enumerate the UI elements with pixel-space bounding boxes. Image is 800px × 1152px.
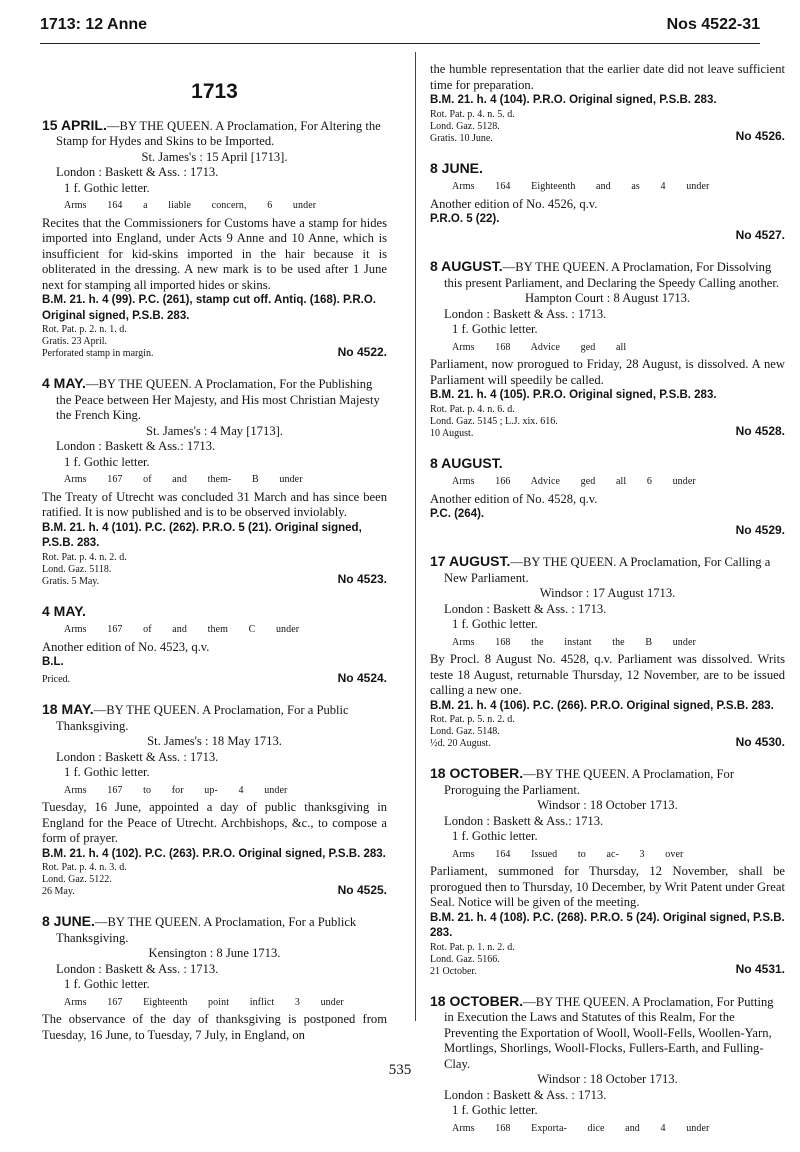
- entry-refs: [430, 942, 515, 978]
- entry-heading: [430, 554, 785, 586]
- proclamation-entry: [42, 702, 387, 898]
- right-column: [430, 62, 785, 1152]
- entry-format: 1 f. Gothic letter.: [64, 977, 150, 991]
- entry-printer: London : Baskett & Ass. : 1713.: [444, 601, 607, 616]
- proclamation-entry: [430, 62, 785, 145]
- page-number: 535: [388, 1062, 412, 1078]
- proclamation-entry: [430, 456, 785, 539]
- entry-ref-line: Lond. Gaz. 5145 ; L.J. xix. 616.: [430, 415, 558, 427]
- entry-body: Parliament, summoned for Thursday, 12 November, shall be prorogued then to Thursday, 10 December, by Writ Patent under Great Seal. Notice will be given of the meeting.: [430, 864, 785, 909]
- entry-refs: [42, 552, 127, 588]
- entry-ref-line: Lond. Gaz. 5122.: [42, 874, 112, 885]
- entry-format: 1 f. Gothic letter.: [452, 617, 538, 631]
- entry-printer: London : Baskett & Ass.: 1713.: [444, 813, 604, 828]
- entry-body: By Procl. 8 August No. 4528, q.v. Parliament was dissolved. Writs teste 18 August, returnable Thursday, 12 November, are to be issued calling a new one.: [430, 652, 785, 697]
- entry-number: No 4524.: [337, 670, 387, 685]
- entry-number: No 4522.: [337, 344, 387, 359]
- proclamation-entry: [430, 161, 785, 244]
- entry-place: St. James's : 4 May [1713].: [146, 423, 283, 438]
- entry-ref-line: Rot. Pat. p. 4. n. 5. d.: [430, 108, 515, 120]
- entry-locations: B.M. 21. h. 4 (105). P.R.O. Original signed, P.S.B. 283.: [430, 389, 717, 401]
- proclamation-entry: [430, 766, 785, 978]
- entry-ref-line: Lond. Gaz. 5128.: [430, 120, 500, 132]
- entry-heading: [430, 766, 785, 798]
- proclamation-entry: [42, 376, 387, 588]
- entry-title: —BY THE QUEEN. A Proclamation, For Calling a New Parliament.: [444, 555, 771, 585]
- entry-body: the humble representation that the earlier date did not leave sufficient time for preparation.: [430, 62, 785, 92]
- proclamation-entry: [430, 259, 785, 440]
- entry-number: No 4529.: [735, 522, 785, 537]
- entry-signature-words: Arms 167 to for up- 4 under: [64, 784, 288, 796]
- entry-locations: B.M. 21. h. 4 (102). P.C. (263). P.R.O. Original signed, P.S.B. 283.: [42, 847, 386, 860]
- entry-title: —BY THE QUEEN. A Proclamation, For a Public Thanksgiving.: [56, 703, 349, 733]
- entry-signature-words: Arms 168 the instant the B under: [452, 636, 696, 648]
- entry-signature-words: Arms 167 of and them- B under: [64, 474, 303, 485]
- entry-printer: London : Baskett & Ass. : 1713.: [444, 1087, 607, 1102]
- entry-title: —BY THE QUEEN. A Proclamation, For Dissolving this present Parliament, and Declaring the Speedy Calling another.: [444, 260, 780, 290]
- entry-locations: P.R.O. 5 (22).: [430, 213, 500, 225]
- entry-footer: [430, 228, 785, 244]
- running-header: [40, 16, 760, 34]
- entry-ref-line: Lond. Gaz. 5166.: [430, 953, 500, 965]
- entry-ref-line: Gratis. 23 April.: [42, 336, 107, 347]
- entry-footer: [430, 109, 785, 145]
- entry-heading: [42, 376, 387, 424]
- entry-footer: [430, 942, 785, 978]
- header-right: Nos 4522-31: [666, 16, 760, 33]
- proclamation-entry: [42, 914, 387, 1043]
- entry-place: Windsor : 18 October 1713.: [537, 1072, 678, 1086]
- entry-format: 1 f. Gothic letter.: [64, 765, 150, 779]
- entry-printer: London : Baskett & Ass. : 1713.: [56, 749, 219, 764]
- entry-body: Another edition of No. 4528, q.v.: [430, 491, 598, 506]
- entry-footer: [430, 404, 785, 440]
- entry-format: 1 f. Gothic letter.: [64, 454, 150, 469]
- entry-format: 1 f. Gothic letter.: [452, 1103, 538, 1117]
- entry-ref-line: Rot. Pat. p. 4. n. 6. d.: [430, 403, 515, 415]
- entry-date: 8 AUGUST.: [430, 258, 503, 274]
- entry-format: 1 f. Gothic letter.: [452, 322, 538, 336]
- entry-title: —BY THE QUEEN. A Proclamation, For Putting in Execution the Laws and Statutes of this Realm, For the Preventing the Exportation of Wooll, Wooll-Fells, Woollen-Yarn, Mortlings, Shorlings, Wooll-Flocks, Fullers-Earth, and Fulling-Clay.: [444, 994, 774, 1071]
- entry-date: 8 JUNE.: [42, 913, 95, 929]
- entry-date: 8 AUGUST.: [430, 454, 503, 471]
- entry-body: Parliament, now prorogued to Friday, 28 August, is dissolved. A new Parliament will speedily be called.: [430, 357, 785, 387]
- entry-title: —BY THE QUEEN. A Proclamation, For the Publishing the Peace between Her Majesty, and His most Christian Majesty the French King.: [56, 377, 380, 422]
- entry-footer: [42, 671, 387, 687]
- entry-ref-line: 26 May.: [42, 886, 75, 897]
- proclamation-entry: [42, 118, 387, 361]
- entry-number: No 4530.: [735, 734, 785, 749]
- entry-printer: London : Baskett & Ass.: 1713.: [56, 439, 216, 453]
- entry-number: No 4523.: [337, 572, 387, 586]
- entry-number: No 4527.: [735, 227, 785, 242]
- entry-number: No 4531.: [735, 962, 785, 976]
- entry-ref-line: Gratis. 10 June.: [430, 132, 493, 144]
- entry-heading: [430, 161, 785, 178]
- entry-signature-words: Arms 164 a liable concern, 6 under: [64, 200, 317, 211]
- entry-title: —BY THE QUEEN. A Proclamation, For a Publick Thanksgiving.: [56, 915, 357, 945]
- entry-body: Another edition of No. 4523, q.v.: [42, 639, 210, 654]
- entry-date: 17 AUGUST.: [430, 553, 511, 569]
- entry-signature-words: Arms 164 Issued to ac- 3 over: [452, 848, 684, 860]
- entry-number: No 4525.: [337, 882, 387, 897]
- entry-signature-words: Arms 168 Advice ged all: [452, 341, 627, 353]
- entry-date: 8 JUNE.: [430, 159, 483, 176]
- proclamation-entry: [42, 604, 387, 687]
- entry-place: St. James's : 15 April [1713].: [141, 149, 288, 164]
- entry-date: 4 MAY.: [42, 602, 86, 619]
- entry-date: 18 MAY.: [42, 701, 94, 717]
- entry-ref-line: Lond. Gaz. 5148.: [430, 726, 500, 737]
- entry-refs: [430, 109, 515, 145]
- entry-signature-words: Arms 167 Eighteenth point inflict 3 under: [64, 996, 344, 1008]
- entry-refs: [42, 674, 70, 686]
- entry-signature-words: Arms 167 of and them C under: [64, 624, 300, 635]
- entry-body: The Treaty of Utrecht was concluded 31 March and has since been ratified. It is now published and is to be observed inviolably.: [42, 489, 387, 519]
- entry-place: Windsor : 18 October 1713.: [537, 798, 678, 812]
- entry-locations: B.L.: [42, 656, 64, 668]
- entry-number: No 4526.: [735, 129, 785, 143]
- entry-refs: [430, 714, 515, 750]
- entry-locations: B.M. 21. h. 4 (108). P.C. (268). P.R.O. 5 (24). Original signed, P.S.B. 283.: [430, 911, 785, 939]
- entry-body: The observance of the day of thanksgiving is postponed from Tuesday, 16 June, to Tuesday, 7 July, in England, on: [42, 1012, 387, 1042]
- entry-heading: [430, 456, 785, 473]
- entry-ref-line: 10 August.: [430, 427, 474, 439]
- entry-ref-line: Rot. Pat. p. 1. n. 2. d.: [430, 941, 515, 953]
- entry-number: No 4528.: [735, 424, 785, 438]
- entry-ref-line: Lond. Gaz. 5118.: [42, 563, 112, 575]
- entry-footer: [42, 552, 387, 588]
- entry-body: Recites that the Commissioners for Customs have a stamp for hides imported into England, under Acts 9 Anne and 10 Anne, which is insufficient for kid-skins imported in the hair because it is obliterated in the dressing. A new mark is to be used after 1 June next for stamping all imported hides or skins.: [42, 215, 387, 292]
- entry-refs: [42, 324, 153, 360]
- entry-locations: B.M. 21. h. 4 (104). P.R.O. Original signed, P.S.B. 283.: [430, 94, 717, 106]
- entry-footer: [42, 862, 387, 898]
- entry-heading: [42, 914, 387, 946]
- entry-signature-words: Arms 164 Eighteenth and as 4 under: [452, 181, 710, 192]
- entry-footer: [430, 523, 785, 539]
- column-divider: [415, 52, 416, 1021]
- header-rule: [40, 43, 760, 44]
- entry-footer: [42, 324, 387, 360]
- entry-refs: [430, 404, 558, 440]
- entry-ref-line: Rot. Pat. p. 4. n. 3. d.: [42, 862, 127, 873]
- entry-heading: [42, 118, 387, 150]
- entry-refs: [42, 862, 127, 898]
- left-column: [42, 56, 387, 1059]
- entry-heading: [430, 994, 785, 1073]
- entry-ref-line: Rot. Pat. p. 4. n. 2. d.: [42, 551, 127, 563]
- entry-place: Kensington : 8 June 1713.: [148, 946, 281, 960]
- entry-heading: [42, 604, 387, 621]
- entry-date: 18 OCTOBER.: [430, 765, 524, 781]
- entry-printer: London : Baskett & Ass. : 1713.: [444, 306, 607, 321]
- entry-place: Windsor : 17 August 1713.: [539, 586, 676, 600]
- entry-ref-line: Rot. Pat. p. 2. n. 1. d.: [42, 324, 127, 335]
- entry-ref-line: Perforated stamp in margin.: [42, 348, 154, 359]
- entry-signature-words: Arms 168 Exporta- dice and 4 under: [452, 1122, 710, 1134]
- entry-body: Another edition of No. 4526, q.v.: [430, 196, 598, 211]
- entry-ref-line: ½d. 20 August.: [430, 738, 491, 749]
- proclamation-entry: [430, 554, 785, 750]
- year-heading: 1713: [191, 80, 238, 103]
- entry-format: 1 f. Gothic letter.: [64, 180, 150, 195]
- entry-footer: [430, 714, 785, 750]
- entry-locations: B.M. 21. h. 4 (101). P.C. (262). P.R.O. 5 (21). Original signed, P.S.B. 283.: [42, 521, 362, 549]
- entry-printer: London : Baskett & Ass. : 1713.: [56, 961, 219, 976]
- entry-heading: [430, 259, 785, 291]
- entry-date: 15 APRIL.: [42, 116, 107, 133]
- entry-title: —BY THE QUEEN. A Proclamation, For Altering the Stamp for Hydes and Skins to be Imported.: [56, 118, 381, 148]
- entry-locations: P.C. (264).: [430, 508, 485, 520]
- entry-heading: [42, 702, 387, 734]
- entry-locations: B.M. 21. h. 4 (106). P.C. (266). P.R.O. Original signed, P.S.B. 283.: [430, 699, 774, 712]
- entry-signature-words: Arms 166 Advice ged all 6 under: [452, 476, 696, 487]
- entry-locations: B.M. 21. h. 4 (99). P.C. (261), stamp cut off. Antiq. (168). P.R.O. Original signed, P.S.B. 283.: [42, 294, 376, 322]
- entry-ref-line: Gratis. 5 May.: [42, 575, 100, 587]
- entry-ref-line: 21 October.: [430, 965, 477, 977]
- entry-title: —BY THE QUEEN. A Proclamation, For Proroguing the Parliament.: [444, 767, 735, 797]
- entry-format: 1 f. Gothic letter.: [452, 829, 538, 843]
- entry-ref-line: Priced.: [42, 674, 71, 685]
- entry-place: Hampton Court : 8 August 1713.: [524, 291, 691, 305]
- entry-place: St. James's : 18 May 1713.: [147, 734, 282, 748]
- entry-ref-line: Rot. Pat. p. 5. n. 2. d.: [430, 714, 515, 725]
- entry-body: Tuesday, 16 June, appointed a day of public thanksgiving in England for the Peace of Utrecht. Archbishops, &c., to compose a form of prayer.: [42, 800, 387, 845]
- entry-printer: London : Baskett & Ass. : 1713.: [56, 165, 219, 179]
- entry-date: 4 MAY.: [42, 375, 86, 391]
- header-left: 1713: 12 Anne: [40, 16, 148, 33]
- entry-date: 18 OCTOBER.: [430, 992, 524, 1009]
